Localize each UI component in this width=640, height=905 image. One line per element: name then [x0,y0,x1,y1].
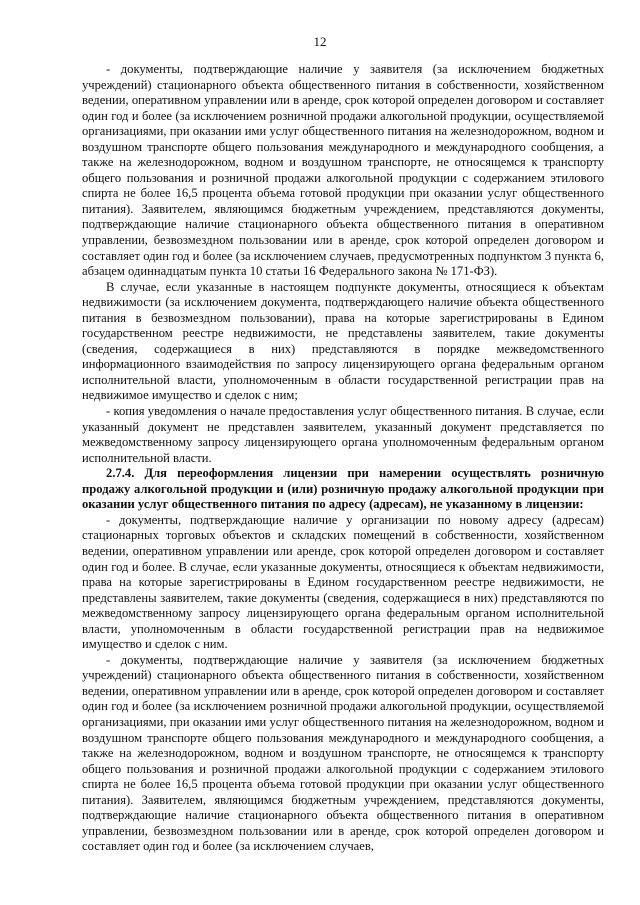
paragraph-new-address-documents: - документы, подтверждающие наличие у организации по новому адресу (адресам) стационарных торговых объектов и складских помещений в собственности, хозяйственном ведении, оперативном управлении или аренде, срок которой определен договором и составляет один год и более. В случае, если указанные документы, относящиеся к объектам недвижимости, права на которые зарегистрированы в Едином государственном реестре недвижимости, не представлены заявителем, такие документы (сведения, содержащиеся в них) представляются по межведомственному запросу лицензирующего органа федеральным органом исполнительной власти, уполномоченным в области государственной регистрации прав на недвижимое имущество и сделок с ним. [82,512,604,652]
document-body [82,62,604,855]
paragraph-documents-catering-2: - документы, подтверждающие наличие у заявителя (за исключением бюджетных учреждений) стационарного объекта общественного питания в собственности, хозяйственном ведении, оперативном управлении или в аренде, срок которой определен договором и составляет один год и более (за исключением розничной продажи алкогольной продукции, осуществляемой организациями, при оказании ими услуг общественного питания на железнодорожном, водном и воздушном транспорте общего пользования международного и международного сообщения, а также на железнодорожном, водном и воздушном транспорте, не относящемся к транспорту общего пользования и розничной продажи алкогольной продукции с содержанием этилового спирта не более 16,5 процента объема готовой продукции при оказании услуг общественного питания). Заявителем, являющимся бюджетным учреждением, представляются документы, подтверждающие наличие стационарного объекта общественного питания в оперативном управлении, безвозмездном пользовании или в аренде, срок которой определен договором и составляет один год и более (за исключением случаев, [82,652,604,854]
paragraph-documents-catering-1: - документы, подтверждающие наличие у заявителя (за исключением бюджетных учреждений) стационарного объекта общественного питания в собственности, хозяйственном ведении, оперативном управлении или в аренде, срок которой определен договором и составляет один год и более (за исключением розничной продажи алкогольной продукции, осуществляемой организациями, при оказании ими услуг общественного питания на железнодорожном, водном и воздушном транспорте общего пользования международного и международного сообщения, а также на железнодорожном, водном и воздушном транспорте, не относящемся к транспорту общего пользования и розничной продажи алкогольной продукции с содержанием этилового спирта не более 16,5 процента объема готовой продукции при оказании услуг общественного питания). Заявителем, являющимся бюджетным учреждением, представляются документы, подтверждающие наличие стационарного объекта общественного питания в оперативном управлении, безвозмездном пользовании или в аренде, срок которой определен договором и составляет один год и более (за исключением случаев, предусмотренных подпунктом 3 пункта 6, абзацем одиннадцатым пункта 10 статьи 16 Федерального закона № 171-ФЗ). [82,62,604,279]
page-number: 12 [313,34,327,49]
paragraph-real-estate-interagency: В случае, если указанные в настоящем подпункте документы, относящиеся к объектам недвижимости (за исключением документа, подтверждающего наличие объекта общественного питания в безвозмездном пользовании), права на которые зарегистрированы в Едином государственном реестре недвижимости, не представлены заявителем, такие документы (сведения, содержащиеся в них) представляются в порядке межведомственного информационного взаимодействия по запросу лицензирующего органа федеральным органом исполнительной власти, уполномоченным в области государственной регистрации прав на недвижимое имущество и сделок с ним; [82,279,604,403]
section-heading-2-7-4: 2.7.4. Для переоформления лицензии при намерении осуществлять розничную продажу алкогольной продукции и (или) розничную продажу алкогольной продукции при оказании услуг общественного питания по адресу (адресам), не указанному в лицензии: [82,466,604,512]
paragraph-notice-copy: - копия уведомления о начале предоставления услуг общественного питания. В случае, если указанный документ не представлен заявителем, указанный документ представляется по межведомственному запросу лицензирующего органа уполномоченным федеральным органом исполнительной власти. [82,404,604,465]
